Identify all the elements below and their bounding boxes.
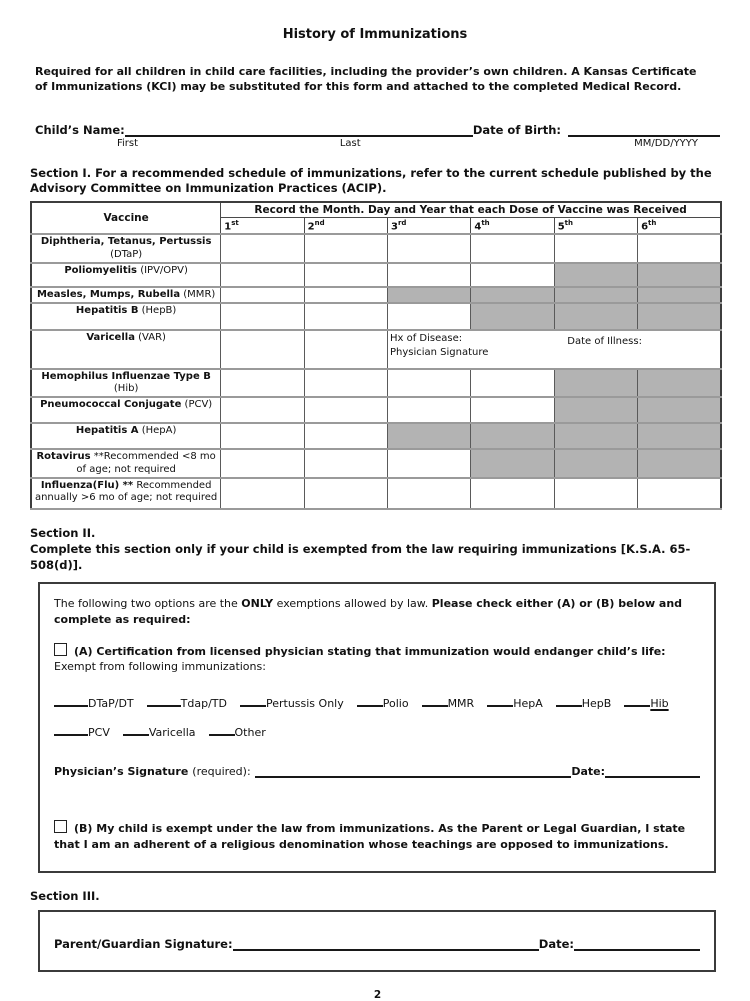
dose-cell[interactable]	[221, 330, 304, 369]
dose-cell[interactable]	[304, 234, 387, 262]
vaccine-row	[31, 234, 721, 262]
record-header: Record the Month. Day and Year that each Dose of Vaccine was Received	[221, 202, 721, 218]
exempt-item-hib	[624, 697, 668, 710]
section2-heading-line2: Complete this section only if your child is exempted from the law requiring immunizations [K.S.A. 65-508(d)].	[30, 541, 691, 572]
date-of-illness-label: Date of Illness:	[567, 336, 642, 348]
exempt-item-label: MMR	[447, 696, 475, 710]
exempt-item-label: DTaP/DT	[88, 696, 134, 710]
dose-cell-disabled	[638, 369, 721, 397]
exempt-item-pertussis-only	[240, 697, 344, 710]
dose-cell[interactable]	[387, 234, 470, 262]
immunization-table	[30, 201, 722, 510]
option-a-checkbox[interactable]	[54, 643, 67, 656]
dose-cell[interactable]	[221, 303, 304, 330]
vaccine-row	[31, 263, 721, 287]
page-number: 2	[373, 988, 382, 1001]
dose-cell[interactable]	[387, 397, 470, 423]
exempt-item-label: Pertussis Only	[265, 696, 344, 710]
parent-date-label: Date:	[538, 936, 574, 951]
vaccine-name: Diphtheria, Tetanus, Pertussis (DTaP)	[31, 234, 221, 262]
section2-heading	[30, 525, 730, 573]
vaccine-name: Measles, Mumps, Rubella (MMR)	[31, 287, 221, 303]
dose-cell[interactable]	[387, 369, 470, 397]
dose-cell[interactable]	[471, 397, 554, 423]
dose-cell-disabled	[387, 287, 470, 303]
parent-signature-box	[38, 910, 716, 972]
dose-cell[interactable]	[387, 263, 470, 287]
dose-cell[interactable]	[554, 234, 637, 262]
dose-cell-disabled	[471, 303, 554, 330]
exempt-immunizations-line1	[54, 694, 700, 710]
exemption-intro-only: ONLY	[241, 597, 274, 611]
dob-field[interactable]	[568, 122, 720, 137]
dose-cell[interactable]	[221, 423, 304, 449]
exempt-blank-field[interactable]	[209, 723, 235, 736]
vaccine-name: Poliomyelitis (IPV/OPV)	[31, 263, 221, 287]
dose-cell[interactable]	[638, 478, 721, 509]
exempt-item-mmr	[422, 697, 475, 710]
dose-cell-disabled	[387, 423, 470, 449]
dob-label: Date of Birth:	[472, 122, 561, 137]
exempt-blank-field[interactable]	[556, 694, 582, 707]
exemption-box	[38, 582, 716, 873]
dose-cell-disabled	[638, 287, 721, 303]
dose-cell-disabled	[471, 423, 554, 449]
dose-cell[interactable]	[554, 478, 637, 509]
dose-cell[interactable]	[221, 478, 304, 509]
dose-cell[interactable]	[471, 234, 554, 262]
dose-cell-disabled	[554, 303, 637, 330]
exempt-item-label: PCV	[88, 725, 110, 739]
vaccine-name: Hepatitis A (HepA)	[31, 423, 221, 449]
exempt-blank-field[interactable]	[240, 694, 266, 707]
dose-cell[interactable]	[638, 234, 721, 262]
dose-cell-disabled	[554, 369, 637, 397]
dose-cell[interactable]	[221, 287, 304, 303]
section3-heading: Section III.	[30, 888, 100, 903]
dose-cell[interactable]	[387, 449, 470, 477]
exempt-blank-field[interactable]	[357, 694, 383, 707]
exempt-blank-field[interactable]	[624, 694, 650, 707]
exempt-item-label: Varicella	[148, 725, 196, 739]
hx-of-disease-label: Hx of Disease:	[389, 333, 463, 345]
dose-cell-disabled	[638, 397, 721, 423]
parent-date-field[interactable]	[574, 936, 700, 951]
physician-signature-field[interactable]	[255, 763, 572, 778]
exempt-item-label: Hib	[650, 696, 669, 710]
exempt-blank-field[interactable]	[487, 694, 513, 707]
dose-cell[interactable]	[221, 449, 304, 477]
exempt-item-label: Other	[234, 725, 266, 739]
exempt-item-dtap-dt	[54, 697, 134, 710]
physician-required-label: (required):	[192, 764, 251, 778]
dose-cell[interactable]	[304, 449, 387, 477]
dose-header: 5th	[554, 218, 637, 235]
exempt-immunizations-line2	[54, 723, 700, 739]
option-a-label: (A) Certification from licensed physician stating that immunization would endanger child’s life:	[74, 644, 666, 658]
vaccine-column-header: Vaccine	[31, 202, 221, 234]
vaccine-name: Influenza(Flu) ** Recommended annually >6 mo of age; not required	[31, 478, 221, 509]
name-sublabels	[35, 137, 720, 152]
dose-cell-disabled	[638, 449, 721, 477]
dose-cell-disabled	[554, 423, 637, 449]
exempt-item-label: HepB	[581, 696, 612, 710]
childs-name-field[interactable]	[125, 122, 473, 137]
exemption-intro	[54, 596, 700, 628]
dose-cell-disabled	[638, 423, 721, 449]
physician-date-label: Date:	[571, 764, 605, 778]
vaccine-name: Rotavirus **Recommended <8 mo of age; not required	[31, 449, 221, 477]
dose-header: 3rd	[387, 218, 470, 235]
section1-heading: Section I. For a recommended schedule of immunizations, refer to the current schedule published by the Advisory Committee on Immunization Practices (ACIP).	[30, 165, 712, 195]
exempt-item-polio	[357, 697, 409, 710]
exemption-intro-text: The following two options are the	[54, 597, 242, 611]
parent-signature-label: Parent/Guardian Signature:	[54, 936, 233, 951]
exempt-item-other	[209, 726, 266, 739]
vaccine-row	[31, 303, 721, 330]
exemption-intro-instruction: Please check either (A) or (B) below and complete as required:	[54, 597, 683, 626]
section2-heading-line1: Section II.	[30, 525, 96, 540]
exempt-item-hepb	[556, 697, 612, 710]
vaccine-name: Hepatitis B (HepB)	[31, 303, 221, 330]
option-b-label: (B) My child is exempt under the law from immunizations. As the Parent or Legal Guardian, I state that I am an adherent of a religious denomination whose teachings are opposed to immunizations.	[54, 821, 686, 851]
dose-cell[interactable]	[304, 423, 387, 449]
exempt-item-varicella	[123, 726, 196, 739]
exempt-blank-field[interactable]	[54, 694, 88, 707]
vaccine-row	[31, 397, 721, 423]
dose-cell[interactable]	[387, 478, 470, 509]
vaccine-row	[31, 449, 721, 477]
dose-cell[interactable]	[471, 478, 554, 509]
option-b-checkbox[interactable]	[54, 820, 67, 833]
dose-cell[interactable]	[221, 397, 304, 423]
dose-cell-disabled	[638, 263, 721, 287]
last-label: Last	[339, 137, 361, 149]
dose-cell[interactable]	[471, 263, 554, 287]
varicella-notes-cell[interactable]	[387, 330, 721, 369]
childs-name-label: Child’s Name:	[35, 122, 125, 137]
exempt-item-hepa	[487, 697, 543, 710]
vaccine-name: Pneumococcal Conjugate (PCV)	[31, 397, 221, 423]
dose-header: 1st	[221, 218, 304, 235]
vaccine-row	[31, 330, 721, 369]
exempt-blank-field[interactable]	[54, 723, 88, 736]
vaccine-row	[31, 369, 721, 397]
dose-cell-disabled	[554, 287, 637, 303]
child-name-row	[35, 122, 720, 137]
parent-signature-row	[54, 936, 700, 951]
dose-cell[interactable]	[387, 303, 470, 330]
dose-cell[interactable]	[304, 263, 387, 287]
physician-signature-note-label: Physician Signature	[389, 346, 489, 358]
dose-cell[interactable]	[304, 478, 387, 509]
dose-cell[interactable]	[471, 369, 554, 397]
dose-cell-disabled	[471, 287, 554, 303]
intro-text: Required for all children in child care facilities, including the provider’s own children. A Kansas Certificate of Immunizations (KCI) may be substituted for this form and attached to the completed Medical Record.	[35, 65, 697, 94]
dose-header: 6th	[638, 218, 721, 235]
page-title: History of Immunizations	[282, 27, 468, 42]
option-a-row	[54, 643, 700, 659]
dob-format-label: MM/DD/YYYY	[634, 137, 698, 149]
dose-cell[interactable]	[304, 369, 387, 397]
dose-cell[interactable]	[304, 287, 387, 303]
exempt-item-label: HepA	[513, 696, 543, 710]
dose-header: 2nd	[304, 218, 387, 235]
vaccine-row	[31, 478, 721, 509]
dose-cell[interactable]	[304, 397, 387, 423]
dose-cell-disabled	[554, 263, 637, 287]
dose-cell[interactable]	[221, 263, 304, 287]
physician-signature-row	[54, 763, 700, 778]
exempt-item-pcv	[54, 726, 110, 739]
vaccine-name: Hemophilus Influenzae Type B (Hib)	[31, 369, 221, 397]
option-a-sublabel: Exempt from following immunizations:	[54, 660, 266, 674]
vaccine-row	[31, 423, 721, 449]
vaccine-name: Varicella (VAR)	[31, 330, 221, 369]
dose-cell-disabled	[471, 449, 554, 477]
option-b-row	[54, 820, 700, 853]
first-label: First	[117, 137, 139, 149]
exempt-blank-field[interactable]	[123, 723, 149, 736]
exempt-item-label: Tdap/TD	[180, 696, 227, 710]
vaccine-row	[31, 287, 721, 303]
exemption-intro-text2: exemptions allowed by law.	[273, 597, 432, 611]
dose-cell[interactable]	[221, 234, 304, 262]
exempt-item-tdap-td	[147, 697, 227, 710]
dose-cell[interactable]	[221, 369, 304, 397]
dose-cell-disabled	[554, 397, 637, 423]
exempt-item-label: Polio	[382, 696, 409, 710]
physician-date-field[interactable]	[605, 763, 700, 778]
dose-cell-disabled	[554, 449, 637, 477]
dose-cell-disabled	[638, 303, 721, 330]
dose-header: 4th	[471, 218, 554, 235]
dose-cell[interactable]	[304, 330, 387, 369]
exempt-blank-field[interactable]	[422, 694, 448, 707]
exempt-blank-field[interactable]	[147, 694, 181, 707]
physician-signature-label: Physician’s Signature	[54, 764, 189, 778]
parent-signature-field[interactable]	[233, 936, 539, 951]
dose-cell[interactable]	[304, 303, 387, 330]
